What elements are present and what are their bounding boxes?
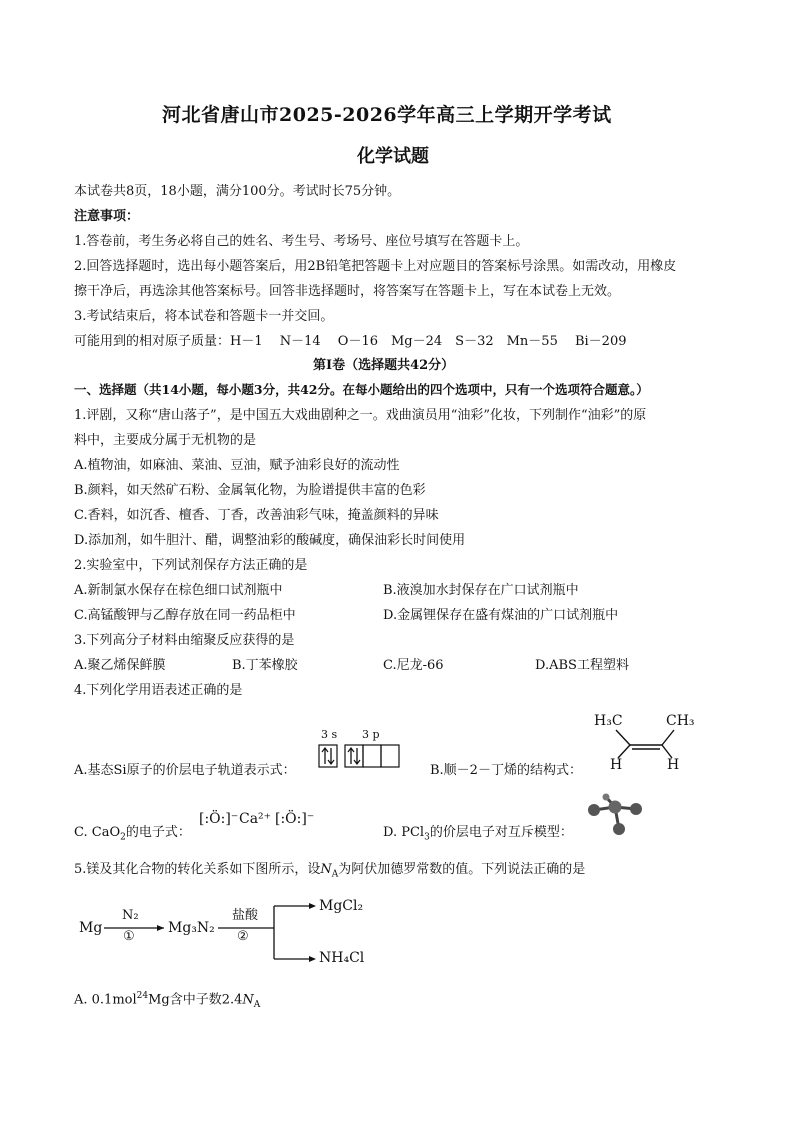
q5-stem (74, 861, 585, 884)
q2-option-b: B.液溴加水封保存在广口试剂瓶中 (383, 583, 579, 598)
scheme-step1: ① (123, 929, 135, 944)
q3-option-b: B.丁苯橡胶 (232, 658, 298, 673)
q3-option-a: A.聚乙烯保鲜膜 (74, 658, 166, 673)
q1-stem: 料中，主要成分属于无机物的是 (74, 433, 257, 448)
notice-item: 1.答卷前，考生务必将自己的姓名、考生号、考场号、座位号填写在答题卡上。 (74, 234, 529, 249)
scheme-arrows (74, 895, 394, 975)
section-instructions: 一、选择题（共14小题，每小题3分，共42分。在每小题给出的四个选项中，只有一个选项符合题意。） (74, 382, 649, 397)
q1-stem: 1.评剧，又称“唐山落子”，是中国五大戏曲剧种之一。戏曲演员用“油彩”化妆，下列制作“油彩”的原 (74, 408, 647, 423)
q5-option-a-mid: Mg含中子数2.4 (148, 992, 243, 1008)
atomic-masses: 可能用到的相对原子质量：H－1 N－14 O－16 Mg－24 S－32 Mn－55 Bi－209 (74, 334, 627, 349)
exam-subtitle: 化学试题 (357, 146, 429, 167)
cis-butene-structure (594, 710, 704, 776)
q2-option-d: D.金属锂保存在盛有煤油的广口试剂瓶中 (383, 608, 619, 623)
orbital-3p-label: 3 p (362, 728, 380, 741)
q5-option-a-pre: A. 0.1mol (74, 992, 137, 1008)
section-title: 第Ⅰ卷（选择题共42分） (313, 358, 455, 373)
q4-option-d-sub: 3 (424, 832, 430, 843)
reaction-scheme (74, 895, 394, 975)
scheme-mgcl2: MgCl₂ (319, 898, 364, 914)
q5-stem-na: N (320, 862, 332, 877)
scheme-mg3n2: Mg₃N₂ (168, 920, 215, 936)
orbital-3s-label: 3 s (321, 728, 338, 741)
q4-option-b: B.顺－2－丁烯的结构式： (430, 763, 582, 778)
q4-option-a: A.基态Si原子的价层电子轨道表示式： (74, 763, 296, 778)
h-left-label: H (610, 757, 623, 773)
q5-option-a-sup: 24 (136, 991, 149, 1001)
scheme-hcl: 盐酸 (232, 908, 259, 923)
q1-option-c: C.香料，如沉香、檀香、丁香，改善油彩气味，掩盖颜料的异味 (74, 508, 439, 523)
q2-option-a: A.新制氯水保存在棕色细口试剂瓶中 (74, 583, 283, 598)
notice-item: 擦干净后，再选涂其他答案标号。回答非选择题时，将答案写在答题卡上，写在本试卷上无效。 (74, 284, 621, 299)
notice-heading: 注意事项： (74, 209, 140, 224)
q5-stem-pre: 5.镁及其化合物的转化关系如下图所示，设 (74, 862, 321, 877)
q4-stem: 4.下列化学用语表述正确的是 (74, 683, 243, 698)
orbital-boxes (318, 743, 410, 771)
q1-option-a: A.植物油，如麻油、菜油、豆油，赋予油彩良好的流动性 (74, 458, 400, 473)
cis-butene-bonds (594, 710, 704, 776)
q3-option-c: C.尼龙-66 (383, 658, 444, 673)
ch3-left-label: H₃C (594, 713, 623, 729)
notice-item: 2.回答选择题时，选出每小题答案后，用2B铅笔把答题卡上对应题目的答案标号涂黑。如需改动，用橡皮 (74, 259, 677, 274)
q2-stem: 2.实验室中，下列试剂保存方法正确的是 (74, 558, 308, 573)
q4-option-c-sub: 2 (120, 832, 126, 843)
orbital-diagram (318, 729, 410, 771)
notice-item: 3.考试结束后，将本试卷和答题卡一并交回。 (74, 309, 334, 324)
q4-option-d-suffix: 的价层电子对互斥模型： (429, 825, 573, 840)
q4-option-c-suffix: 的电子式： (125, 825, 191, 840)
scheme-nh4cl: NH₄Cl (319, 950, 365, 966)
h-right-label: H (667, 757, 680, 773)
pcl3-vsepr-model (584, 792, 648, 840)
q3-option-d: D.ABS工程塑料 (535, 658, 629, 673)
q1-option-b: B.颜料，如天然矿石粉、金属氧化物，为脸谱提供丰富的色彩 (74, 483, 426, 498)
scheme-mg: Mg (79, 920, 103, 936)
peroxide-ion-left: [:Ö:]⁻ (199, 811, 239, 827)
calcium-ion: Ca²⁺ (239, 811, 272, 827)
scheme-n2: N₂ (122, 908, 139, 923)
q2-option-c: C.高锰酸钾与乙醇存放在同一药品柜中 (74, 608, 296, 623)
exam-title: 河北省唐山市2025-2026学年高三上学期开学考试 (162, 104, 612, 126)
peroxide-ion-right: [:Ö:]⁻ (275, 811, 315, 827)
scheme-step2: ② (237, 929, 249, 944)
exam-info: 本试卷共8页，18小题，满分100分。考试时长75分钟。 (74, 184, 401, 199)
q4-option-c (74, 824, 191, 847)
q5-stem-na-sub: A (331, 869, 339, 880)
q4-option-c-prefix: C. CaO (74, 825, 121, 840)
q5-option-a (74, 987, 260, 1014)
q3-stem: 3.下列高分子材料由缩聚反应获得的是 (74, 633, 295, 648)
q5-option-a-na: N (242, 992, 254, 1008)
q1-option-d: D.添加剂，如牛胆汁、醋，调整油彩的酸碱度，确保油彩长时间使用 (74, 533, 466, 548)
q5-stem-post: 为阿伏加德罗常数的值。下列说法正确的是 (338, 862, 586, 877)
ch3-right-label: CH₃ (666, 713, 695, 729)
q4-option-d (383, 824, 573, 847)
cao2-electron-formula (199, 808, 319, 832)
q5-option-a-na-sub: A (253, 999, 261, 1010)
q4-option-d-prefix: D. PCl (383, 825, 425, 840)
